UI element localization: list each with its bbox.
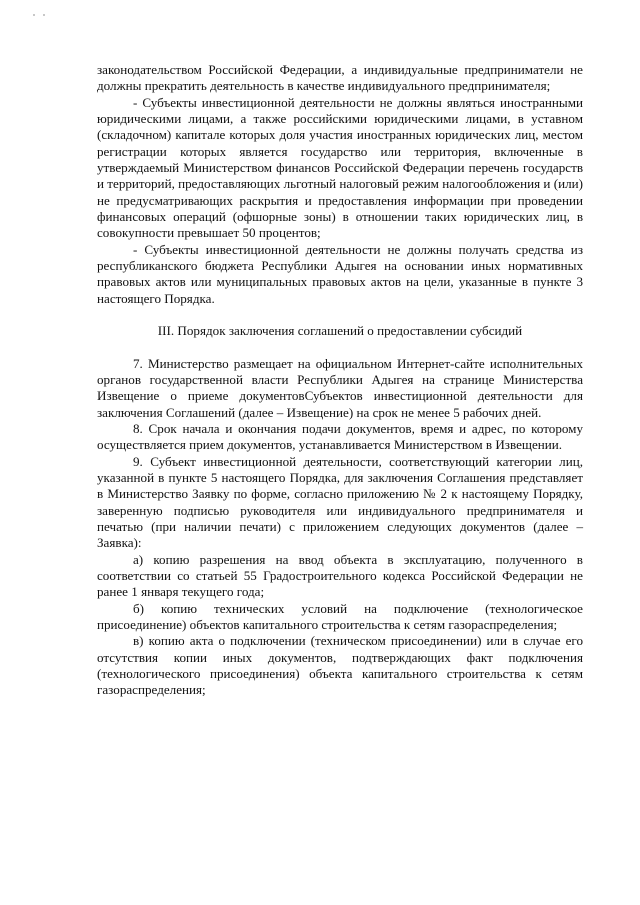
paragraph-subitem-a: а) копию разрешения на ввод объекта в эксплуатацию, полученного в соответствии со статьей 55 Градостроительного кодекса Российской Федерации не ранее 1 января текущего года; [97, 551, 583, 600]
paragraph-item-8: 8. Срок начала и окончания подачи документов, время и адрес, по которому осуществляется прием документов, устанавливается Министерством в Извещении. [97, 420, 583, 453]
paragraph-subitem-b: б) копию технических условий на подключение (технологическое присоединение) объектов капитального строительства к сетям газораспределения; [97, 600, 583, 632]
paragraph-continuation: законодательством Российской Федерации, а индивидуальные предприниматели не должны прекратить деятельность в качестве индивидуального предпринимателя; [97, 62, 583, 94]
document-body [97, 62, 583, 699]
paragraph-subitem-v: в) копию акта о подключении (техническом присоединении) или в случае его отсутствия копии иных документов, подтверждающих факт подключения (технологического присоединения) объекта капитального строительства к сетям газораспределения; [97, 633, 583, 698]
paragraph-budget-funds: - Субъекты инвестиционной деятельности не должны получать средства из республиканского бюджета Республики Адыгея на основании иных нормативных правовых актов или муниципальных правовых актов на цели, указанные в пункте 3 настоящего Порядка. [97, 241, 583, 306]
scan-artifact [33, 14, 35, 16]
scan-artifact [43, 14, 45, 16]
section-heading: III. Порядок заключения соглашений о предоставлении субсидий [157, 323, 523, 339]
paragraph-foreign-entities: - Субъекты инвестиционной деятельности не должны являться иностранными юридическими лицами, а также российскими юридическими лицами, в уставном (складочном) капитале которых доля участия иностранных юридических лиц, местом регистрации которых является государство или территория, включенные в утверждаемый Министерством финансов Российской Федерации перечень государств и территорий, предоставляющих льготный налоговый режим налогообложения и (или) не предусматривающих раскрытия и предоставления информации при проведении финансовых операций (офшорные зоны) в отношении таких юридических лиц, в совокупности превышает 50 процентов; [97, 94, 583, 241]
paragraph-item-7: 7. Министерство размещает на официальном Интернет-сайте исполнительных органов государственной власти Республики Адыгея на странице Министерства Извещение о приеме документовСубъектов инвестиционной деятельности для заключения Соглашений (далее – Извещение) на срок не менее 5 рабочих дней. [97, 355, 583, 420]
spacer [97, 307, 583, 323]
spacer [97, 340, 583, 356]
paragraph-item-9: 9. Субъект инвестиционной деятельности, соответствующий категории лиц, указанной в пункте 5 настоящего Порядка, для заключения Соглашения представляет в Министерство Заявку по форме, согласно приложению № 2 к настоящему Порядку, заверенную подписью руководителя или индивидуального предпринимателя и печатью (при наличии печати) с приложением следующих документов (далее – Заявка): [97, 453, 583, 551]
